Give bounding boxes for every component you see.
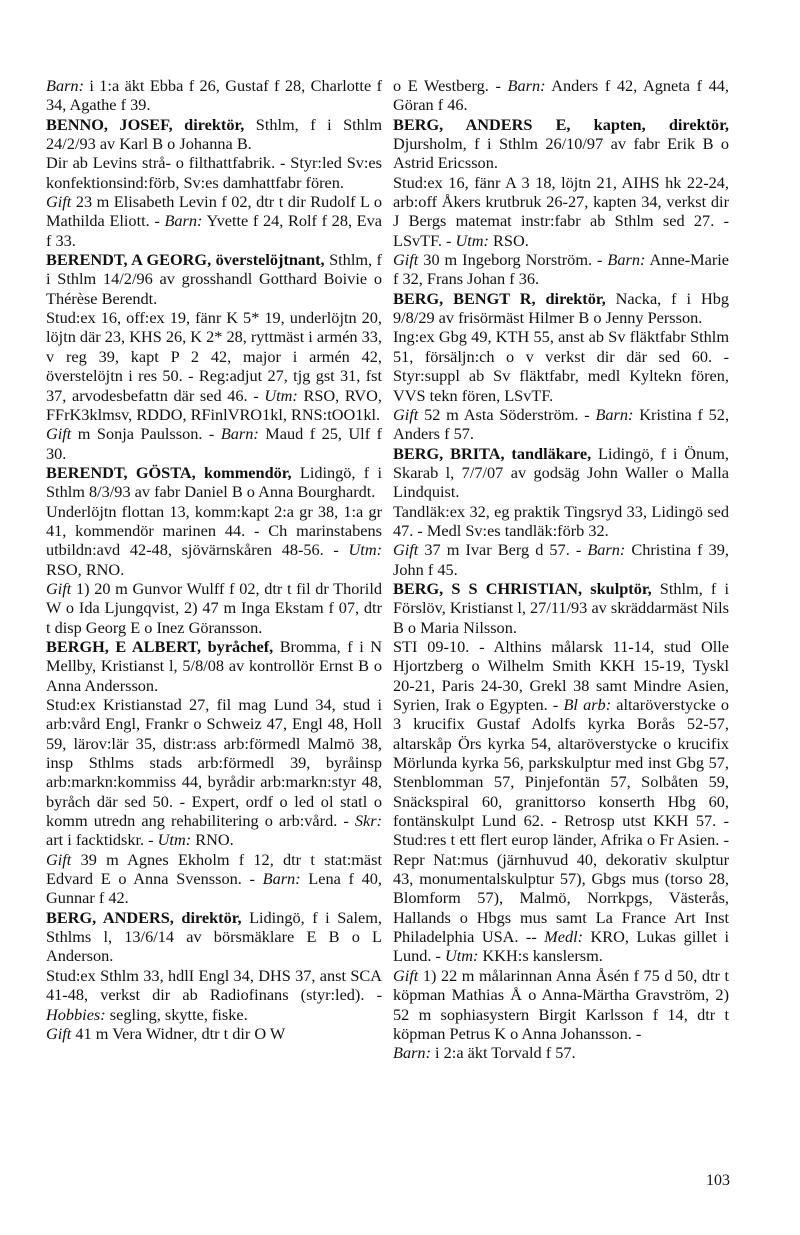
entry-paragraph — [393, 405, 729, 444]
field-label: Barn: — [220, 424, 259, 444]
field-text: Anne-Marie f 32, Frans Johan f 36. — [393, 250, 730, 289]
field-label: Gift — [46, 192, 72, 212]
entry-paragraph — [393, 1043, 729, 1062]
field-label: Hobbies: — [46, 1004, 106, 1024]
field-text: Stud:ex Sthlm 33, hdlI Engl 34, DHS 37, anst SCA 41-48, verkst dir ab Radiofinans (styr:led). - — [46, 965, 382, 1005]
entry-heading — [393, 579, 729, 637]
entry-paragraph — [393, 966, 729, 1043]
entry — [46, 637, 382, 908]
field-label: Barn: — [607, 250, 646, 270]
field-label: Barn: — [507, 76, 546, 95]
entry-heading — [393, 444, 729, 502]
field-label: Gift — [393, 404, 419, 424]
field-text: RSO, RNO. — [46, 559, 125, 579]
entry-paragraph — [393, 637, 729, 966]
entry-name: BERG, S S CHRISTIAN, skulptör, — [393, 578, 652, 598]
entry-paragraph — [393, 173, 729, 250]
field-label: Utm: — [348, 540, 382, 560]
field-label: Utm: — [445, 946, 479, 966]
entry-paragraph — [46, 579, 382, 637]
field-label: Gift — [393, 250, 419, 270]
field-text: 30 m Ingeborg Norström. - — [418, 250, 608, 270]
field-text: RSO, RVO, FFrK3klmsv, RDDO, RFinlVRO1kl, RNS:tOO1kl. — [46, 385, 382, 424]
field-text: Christina f 39, John f 45. — [393, 540, 729, 579]
field-text: Yvette f 24, Rolf f 28, Eva f 33. — [46, 211, 382, 250]
field-label: Barn: — [262, 869, 301, 889]
entry-name: BERG, BRITA, tandläkare, — [393, 443, 592, 463]
entry-head-text: Bromma, f i N Mellby, Kristianst l, 5/8/08 av kontrollör Ernst B o Anna Andersson. — [46, 636, 382, 695]
entry-name: BENNO, JOSEF, direktör, — [46, 114, 245, 134]
entry — [393, 289, 729, 444]
entry-name: BERG, BENGT R, direktör, — [393, 288, 606, 308]
field-label: Barn: — [46, 76, 84, 95]
field-label: Gift — [46, 424, 72, 444]
entry — [46, 250, 382, 463]
entry-head-text: Lidingö, f i Önum, Skarab l, 7/7/07 av godsäg John Waller o Malla Lindquist. — [393, 443, 729, 502]
entry-paragraph — [46, 966, 382, 1024]
field-label: Barn: — [595, 404, 634, 424]
entry-paragraph — [393, 250, 729, 289]
field-text: STI 09-10. - Althins målarsk 11-14, stud Olle Hjortzberg o Wilhelm Smith KKH 15-19, Tyskl 20-21, Paris 24-30, Grekl 38 samt Mindre Asien, Syrien, Irak o Egypten. - — [393, 636, 729, 714]
field-label: Gift — [46, 849, 72, 869]
left-column — [46, 76, 382, 1043]
field-label: Barn: — [164, 211, 203, 231]
field-text: o E Westberg. - — [393, 76, 508, 95]
entry-heading — [46, 115, 382, 154]
entry-paragraph — [393, 540, 729, 579]
entry-name: BERENDT, A GEORG, överstelöjtnant, — [46, 250, 325, 270]
entry-heading — [46, 637, 382, 695]
entry-name: BERENDT, GÖSTA, kommendör, — [46, 462, 292, 482]
entry-paragraph — [46, 308, 382, 424]
field-label: Barn: — [393, 1043, 431, 1063]
entry-head-text: Lidingö, f i Salem, Sthlms l, 13/6/14 av börsmäklare E B o L Anderson. — [46, 907, 382, 966]
entry-heading — [393, 289, 729, 328]
field-text: Maud f 25, Ulf f 30. — [46, 424, 382, 463]
field-text: 41 m Vera Widner, dtr t dir O W — [71, 1023, 286, 1043]
field-text: 37 m Ivar Berg d 57. - — [418, 540, 588, 560]
entry-paragraph — [46, 424, 382, 463]
entry-head-text: Lidingö, f i Sthlm 8/3/93 av fabr Daniel B o Anna Bourghardt. — [46, 462, 382, 502]
entry-paragraph — [46, 192, 382, 250]
entry-name: BERG, ANDERS E, kapten, direktör, — [393, 114, 729, 134]
entry-head-text: Djursholm, f i Sthlm 26/10/97 av fabr Erik B o Astrid Ericsson. — [393, 134, 729, 173]
field-text: Kristina f 52, Anders f 57. — [393, 404, 730, 444]
field-text: RNO. — [191, 830, 234, 850]
entry — [46, 115, 382, 250]
field-text: Stud:ex 16, fänr A 3 18, löjtn 21, AIHS hk 22-24, arb:off Åkers krutbruk 26-27, kapten 34, verkst dir J Bergs matemat instr:fabr ab Sthlm sed 27. - LSvTF. - — [393, 172, 729, 250]
entry — [46, 76, 382, 115]
field-label: Utm: — [264, 385, 298, 405]
field-text: altaröverstycke o 3 krucifix Gustaf Adolfs kyrka Borås 52-57, altarskåp Örs kyrka 54, altaröverstycke o krucifix Mörlunda kyrka 56, parkskulptur med inst Gbg 57, Stenblomman 57, Pinjefontän 57, Solbåten 59, Snäckspiral 60, granittorso konserth Hbg 60, fontänskulpt Lund 62. - Retrosp utst KKH 57. - Stud:res t ett flert europ länder, Afrika o Fr Asien. - Repr Nat:mus (järnhuvud 40, dekorativ skulptur 43, monumentalskulptur 57), Gbgs mus (torso 28, Blomform 57), Malmö, Norrkpgs, Västerås, Hallands o Hbgs mus samt La France Art Inst Philadelphia USA. -- — [393, 695, 730, 947]
entry — [393, 76, 729, 115]
field-text: 1) 22 m målarinnan Anna Åsén f 75 d 50, dtr t köpman Mathias Å o Anna-Märtha Gravström, 2) 52 m sophiasystern Birgit Karlsson f 14, dtr t köpman Petrus K o Anna Johansson. - — [393, 965, 729, 1043]
page-number: 103 — [706, 1172, 730, 1189]
field-text: RSO. — [488, 230, 529, 250]
field-label: Gift — [393, 540, 419, 560]
entry-head-text: Sthlm, f i Förslöv, Kristianst l, 27/11/93 av skräddarmäst Nils B o Maria Nilsson. — [393, 578, 729, 637]
entry-head-text: Sthlm, f i Sthlm 14/2/96 av grosshandl Gotthard Boivie o Thérèse Berendt. — [46, 250, 382, 308]
field-label: Gift — [393, 965, 419, 985]
entry-head-text: Sthlm, f i Sthlm 24/2/93 av Karl B o Johanna B. — [46, 114, 382, 154]
entry — [393, 115, 729, 289]
entry-paragraph — [46, 695, 382, 850]
entry — [46, 463, 382, 637]
field-label: Utm: — [157, 830, 192, 850]
field-text: art i facktidskr. - — [46, 830, 158, 850]
field-text: Ing:ex Gbg 49, KTH 55, anst ab Sv fläktfabr Sthlm 51, försäljn:ch o v verkst dir där sed 60. - Styr:suppl ab Sv fläktfabr, medl Kyltekn fören, VVS tekn fören, LSvTF. — [393, 327, 729, 405]
entry — [46, 908, 382, 1043]
entry-heading — [46, 908, 382, 966]
field-label: Medl: — [544, 927, 584, 947]
field-text: Dir ab Levins strå- o filthattfabrik. - Styr:led Sv:es konfektionsind:förb, Sv:es damhattfabr fören. — [46, 153, 382, 192]
field-label: Bl arb: — [563, 695, 612, 714]
entry-name: BERG, ANDERS, direktör, — [46, 907, 242, 927]
field-label: Utm: — [455, 230, 489, 250]
entry-paragraph — [46, 850, 382, 908]
field-label: Skr: — [354, 811, 382, 831]
field-text: Stud:ex 16, off:ex 19, fänr K 5* 19, underlöjtn 20, löjtn där 23, KHS 26, K 2* 28, ryttmäst i armén 33, v reg 39, kapt P 2 42, major i armén 42, överstelöjtn i res 50. - Reg:adjut 27, tjg gst 31, fst 37, arvodesbefattn där sed 46. - — [46, 308, 382, 405]
field-text: i 2:a äkt Torvald f 57. — [430, 1043, 576, 1063]
field-label: Gift — [46, 578, 72, 598]
field-text: Anders f 42, Agneta f 44, Göran f 46. — [393, 76, 729, 115]
entry-heading — [46, 250, 382, 308]
entry-heading — [393, 115, 729, 173]
entry-paragraph — [393, 327, 729, 404]
entry — [393, 579, 729, 1063]
field-text: m Sonja Paulsson. - — [71, 424, 221, 444]
field-text: segling, skytte, fiske. — [105, 1004, 248, 1024]
field-label: Gift — [46, 1023, 72, 1043]
entry-name: BERGH, E ALBERT, byråchef, — [46, 636, 274, 656]
field-text: Tandläk:ex 32, eg praktik Tingsryd 33, Lidingö sed 47. - Medl Sv:es tandläk:förb 32. — [393, 501, 729, 540]
right-column — [393, 76, 729, 1063]
field-text: 23 m Elisabeth Levin f 02, dtr t dir Rudolf L o Mathilda Eliott. - — [46, 192, 382, 231]
field-text: KKH:s kanslersm. — [478, 946, 603, 966]
entry-head-text: Nacka, f i Hbg 9/8/29 av frisörmäst Hilmer B o Jenny Persson. — [393, 288, 729, 328]
field-text: 52 m Asta Söderström. - — [418, 404, 596, 424]
field-text: Underlöjtn flottan 13, komm:kapt 2:a gr 38, 1:a gr 41, kommendör marinen 44. - Ch marinstabens utbildn:avd 42-48, sjövärnskåren 48-56. - — [46, 501, 382, 560]
entry-paragraph — [46, 502, 382, 579]
field-label: Barn: — [587, 540, 626, 560]
entry-paragraph — [46, 153, 382, 192]
field-text: 1) 20 m Gunvor Wulff f 02, dtr t fil dr Thorild W o Ida Ljungqvist, 2) 47 m Inga Ekstam f 07, dtr t disp Georg E o Inez Göransson. — [46, 578, 382, 637]
field-text: Lena f 40, Gunnar f 42. — [46, 869, 382, 908]
field-text: Stud:ex Kristianstad 27, fil mag Lund 34, stud i arb:vård Engl, Frankr o Schweiz 47, Engl 48, Holl 59, lärov:lär 35, distr:ass arb:förmedl Malmö 38, insp Sthlms stads arb:förmedl 39, byråinsp arb:markn:kommiss 44, byrådir arb:markn:styr 48, byråch där sed 50. - Expert, ordf o led ol statl o komm utredn ang rehabilitering o arb:vård. - — [46, 695, 382, 831]
field-text: i 1:a äkt Ebba f 26, Gustaf f 28, Charlotte f 34, Agathe f 39. — [46, 76, 382, 115]
field-text: 39 m Agnes Ekholm f 12, dtr t stat:mäst Edvard E o Anna Svensson. - — [46, 849, 382, 889]
entry-paragraph — [393, 502, 729, 541]
entry-heading — [46, 463, 382, 502]
entry-paragraph — [393, 76, 729, 115]
entry-paragraph — [46, 76, 382, 115]
entry-paragraph — [46, 1024, 382, 1043]
entry — [393, 444, 729, 579]
field-text: KRO, Lukas gillet i Lund. - — [393, 927, 729, 966]
